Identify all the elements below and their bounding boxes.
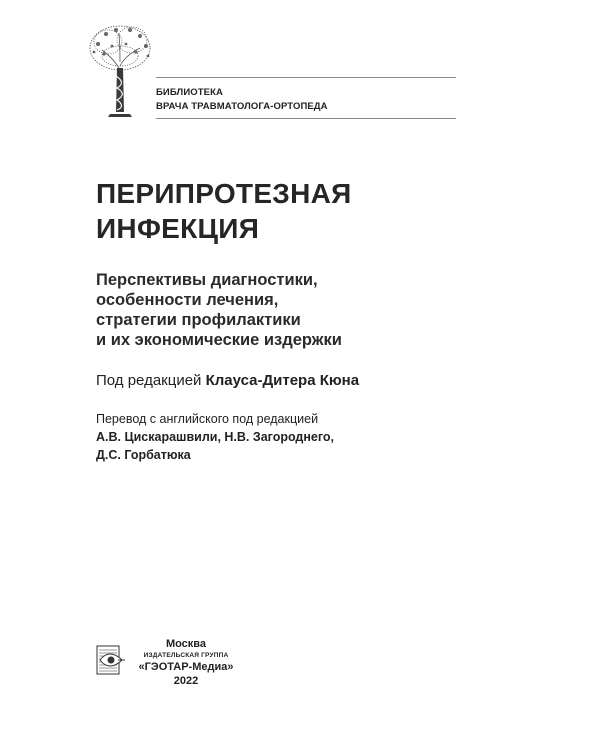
publisher-city: Москва	[165, 638, 207, 650]
series-title-line1: БИБЛИОТЕКА	[156, 87, 223, 98]
series-block	[156, 77, 456, 119]
book-title	[96, 176, 526, 246]
translation-editors-line1: А.В. Цискарашвили, Н.В. Загороднего,	[96, 430, 335, 444]
editor-line	[96, 372, 536, 390]
editor-prefix: Под редакцией	[96, 372, 202, 389]
publisher-group: ИЗДАТЕЛЬСКАЯ ГРУППА	[143, 652, 229, 659]
translation-block	[96, 410, 536, 464]
book-title-line2: ИНФЕКЦИЯ	[96, 213, 260, 244]
series-bottom-rule	[156, 118, 456, 119]
translation-note: Перевод с английского под редакцией	[96, 412, 319, 426]
subtitle-line: особенности лечения,	[96, 291, 279, 309]
subtitle-line: стратегии профилактики	[96, 311, 301, 329]
publisher-name: «ГЭОТАР-Медиа»	[138, 661, 234, 673]
publication-year: 2022	[173, 675, 199, 687]
translation-editors-line2: Д.С. Горбатюка	[96, 448, 191, 462]
tree-logo-icon	[86, 22, 154, 118]
series-title-line2: ВРАЧА ТРАВМАТОЛОГА-ОРТОПЕДА	[156, 101, 328, 112]
book-subtitle	[96, 270, 516, 350]
publisher-logo-icon	[96, 640, 126, 680]
editor-name: Клауса-Дитера Кюна	[205, 372, 360, 389]
book-title-line1: ПЕРИПРОТЕЗНАЯ	[96, 178, 352, 209]
publisher-block	[126, 638, 246, 688]
subtitle-line: и их экономические издержки	[96, 331, 342, 349]
subtitle-line: Перспективы диагностики,	[96, 271, 318, 289]
